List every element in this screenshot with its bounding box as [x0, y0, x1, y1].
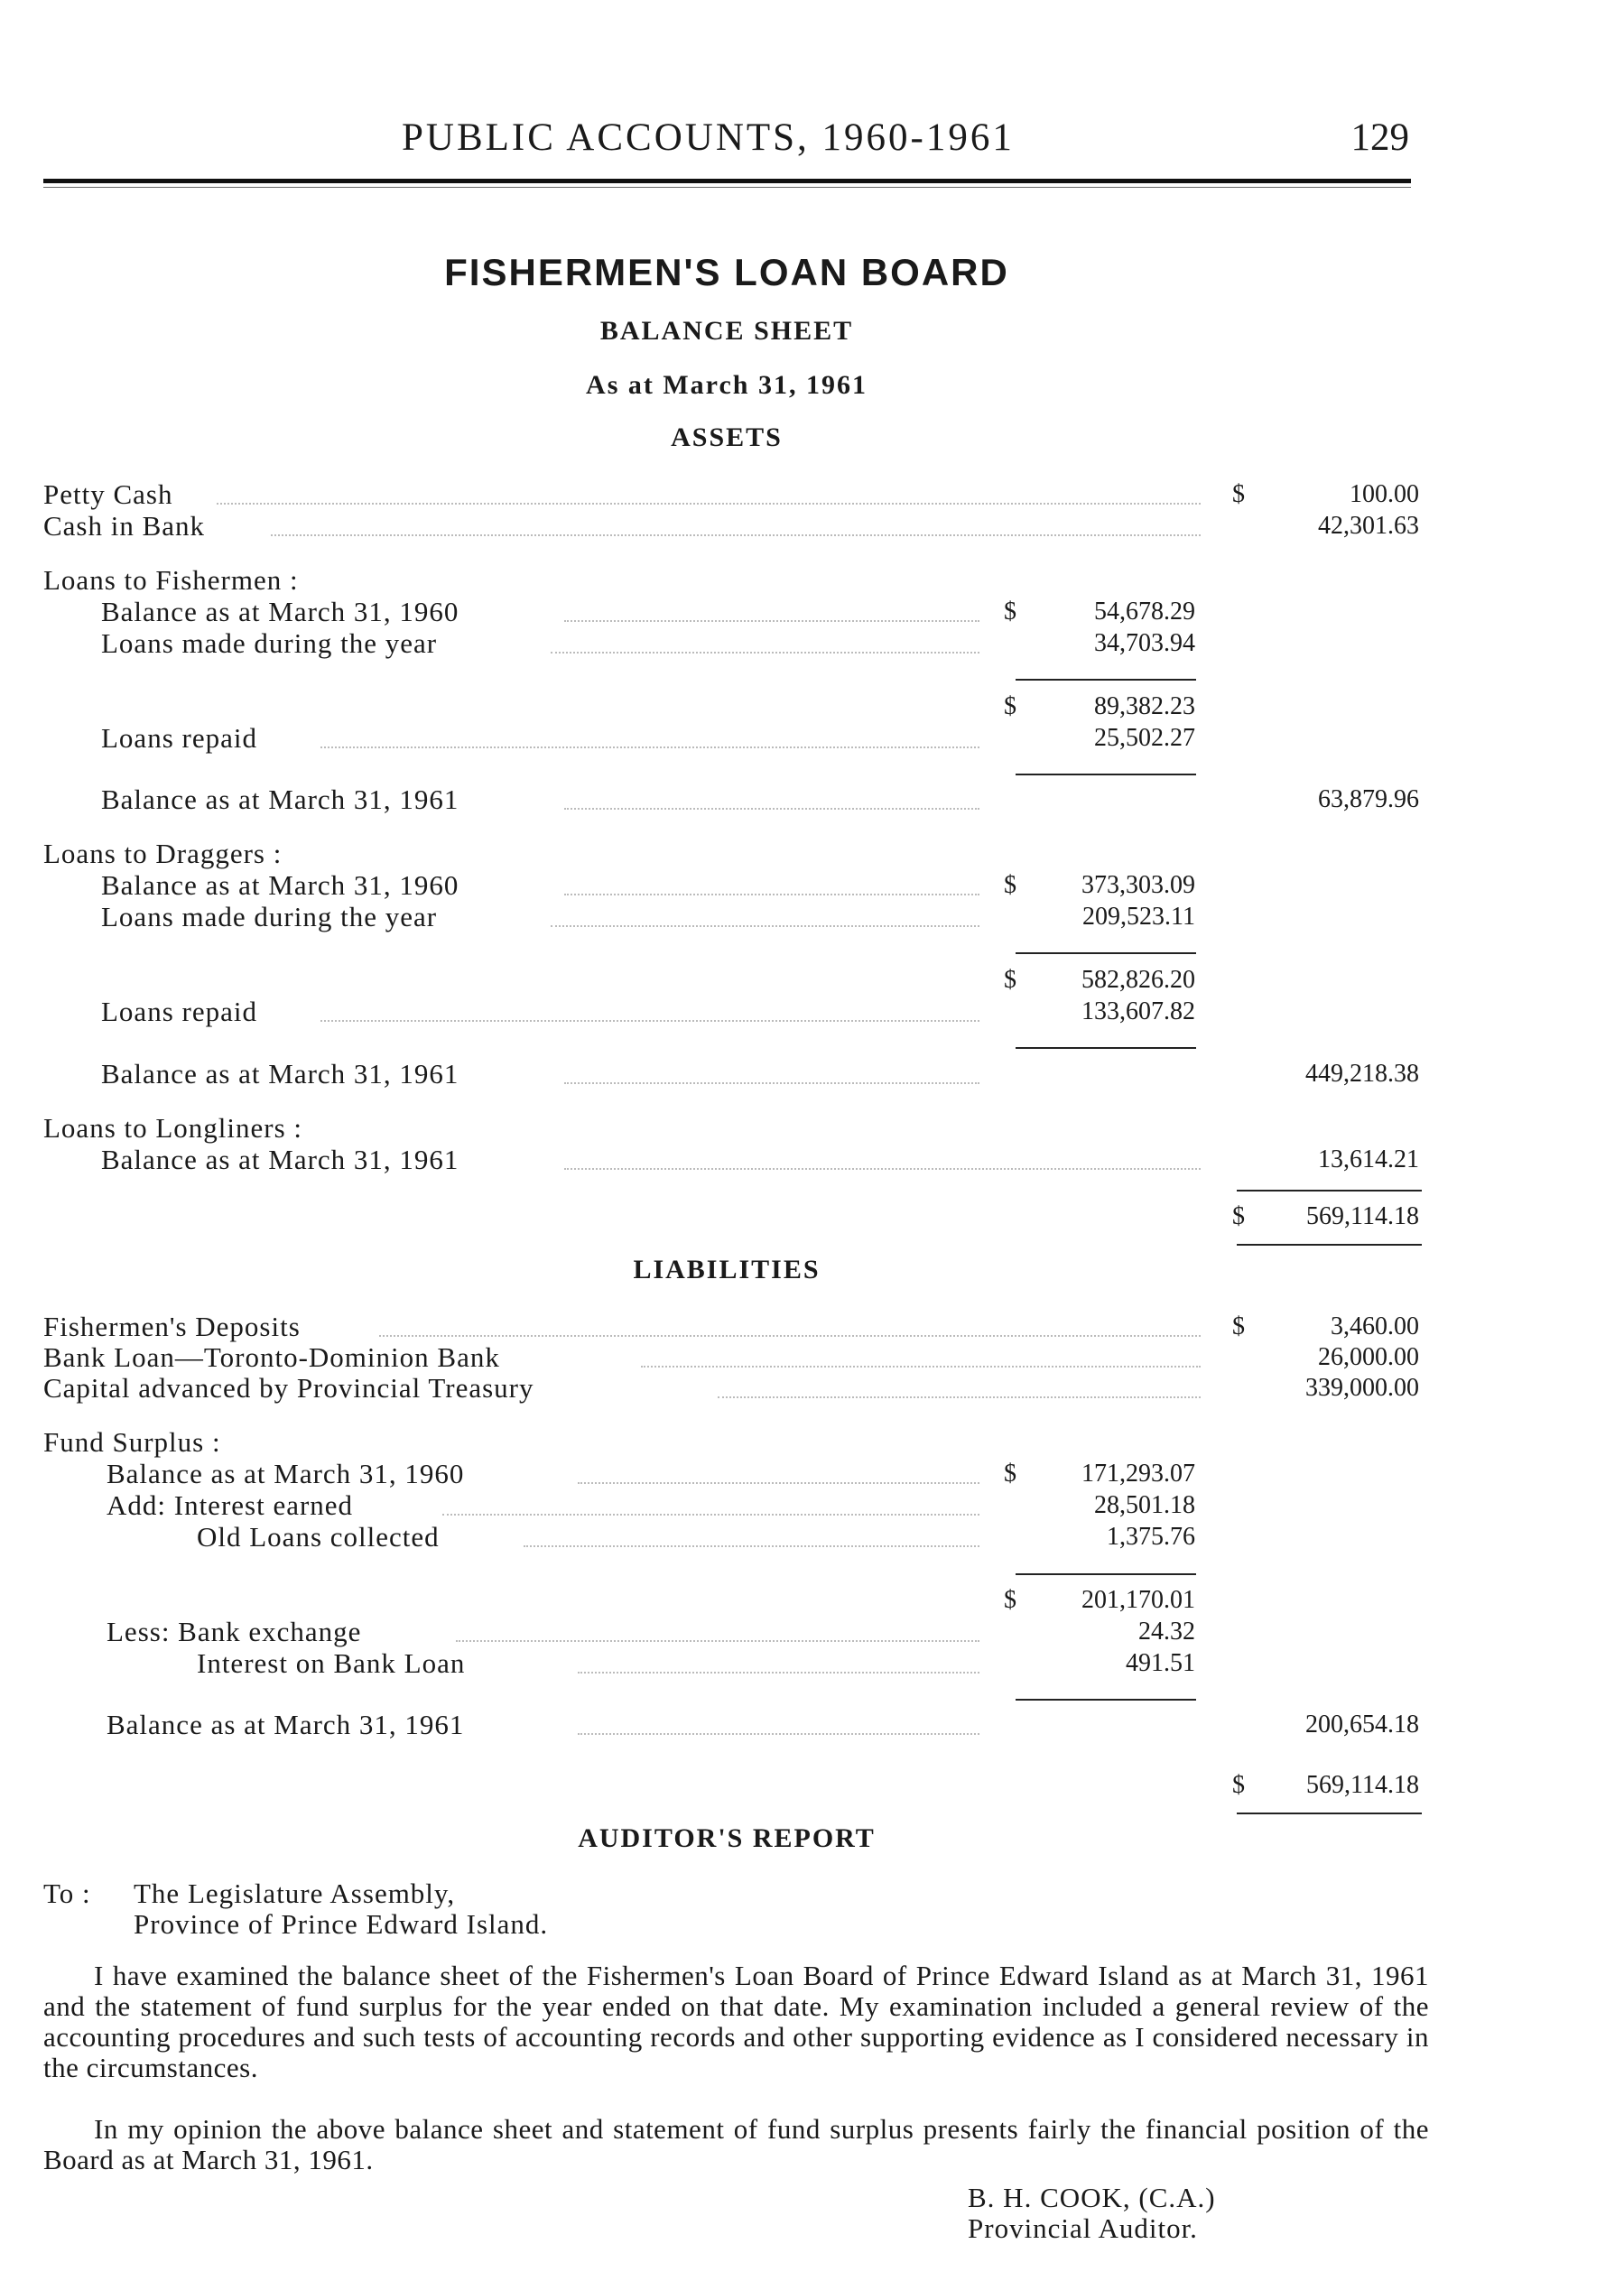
leader-dots — [320, 1020, 979, 1022]
section-label: Fund Surplus : — [43, 1426, 221, 1458]
amount: 13,614.21 — [1318, 1145, 1419, 1173]
row-label: Balance as at March 31, 1961 — [101, 1058, 459, 1090]
fishermen-title-row — [0, 564, 1624, 597]
subtotal-rule — [1016, 1047, 1196, 1049]
fund-exchange-row — [0, 1616, 1624, 1648]
amount: 569,114.18 — [1306, 1771, 1419, 1799]
dollar-sign: $ — [1004, 871, 1016, 899]
amount: 339,000.00 — [1305, 1374, 1419, 1402]
fund-interest-row — [0, 1489, 1624, 1522]
dollar-sign: $ — [1004, 966, 1016, 994]
row-label: Balance as at March 31, 1960 — [101, 596, 459, 627]
draggers-made-row — [0, 901, 1624, 933]
total-rule — [1237, 1190, 1422, 1191]
fund-old-loans-row — [0, 1521, 1624, 1553]
row-label: Bank Loan—Toronto-Dominion Bank — [43, 1341, 500, 1373]
addressee-row-1 — [0, 1878, 1624, 1910]
fishermen-repaid-row — [0, 722, 1624, 755]
dollar-sign: $ — [1232, 1771, 1245, 1799]
subtotal-rule — [1016, 1699, 1196, 1701]
assets-heading: ASSETS — [671, 422, 783, 452]
amount: 133,607.82 — [1081, 997, 1195, 1025]
liabilities-total-row — [0, 1769, 1624, 1802]
publication-title: PUBLIC ACCOUNTS, 1960-1961 — [402, 116, 1015, 159]
amount: 28,501.18 — [1094, 1491, 1195, 1519]
leader-dots — [641, 1366, 1201, 1368]
leader-dots — [524, 1545, 979, 1547]
leader-dots — [271, 534, 1201, 536]
amount: 200,654.18 — [1305, 1711, 1419, 1739]
leader-dots — [718, 1396, 1201, 1398]
sheet-date: As at March 31, 1961 — [586, 370, 868, 400]
header-rule-thin — [43, 187, 1411, 188]
row-label: Loans repaid — [101, 996, 257, 1027]
amount: 373,303.09 — [1081, 871, 1195, 899]
subtotal-rule — [1016, 774, 1196, 775]
draggers-repaid-row — [0, 996, 1624, 1028]
addressee-line-1: The Legislature Assembly, — [134, 1878, 456, 1909]
amount: 89,382.23 — [1094, 692, 1195, 720]
dollar-sign: $ — [1004, 1460, 1016, 1488]
leader-dots — [578, 1672, 979, 1674]
draggers-balance-1960-row — [0, 869, 1624, 902]
row-label: Loans made during the year — [101, 627, 438, 659]
report-heading: AUDITOR'S REPORT — [578, 1823, 876, 1853]
header-rule — [43, 179, 1411, 183]
leader-dots — [564, 808, 979, 810]
deposits-row — [0, 1311, 1624, 1343]
total-double-rule — [1237, 1813, 1422, 1814]
section-label: Loans to Draggers : — [43, 838, 283, 869]
amount: 42,301.63 — [1318, 512, 1419, 540]
amount: 63,879.96 — [1318, 785, 1419, 813]
subtotal-rule — [1016, 952, 1196, 954]
row-label: Balance as at March 31, 1961 — [101, 1144, 459, 1175]
amount: 449,218.38 — [1305, 1060, 1419, 1088]
fishermen-subtotal-row — [0, 691, 1624, 723]
to-label: To : — [43, 1878, 91, 1909]
report-paragraph-1 — [43, 1961, 1429, 2083]
leader-dots — [442, 1514, 979, 1516]
row-label: Balance as at March 31, 1960 — [101, 869, 459, 901]
draggers-subtotal-row — [0, 964, 1624, 997]
row-label: Old Loans collected — [197, 1521, 440, 1553]
assets-total-row — [0, 1201, 1624, 1233]
row-label: Interest on Bank Loan — [197, 1647, 466, 1679]
leader-dots — [320, 746, 979, 748]
board-title: FISHERMEN'S LOAN BOARD — [444, 251, 1009, 293]
amount: 34,703.94 — [1094, 629, 1195, 657]
paragraph-text: I have examined the balance sheet of the Fishermen's Loan Board of Prince Edward Island as at March 31, 1961 and the statement of fund surplus for the year ended on that date. My examination included a general review of the accounting procedures and such tests of accounting records and other supporting evidence as I considered necessary in the circumstances. — [43, 1960, 1429, 2083]
leader-dots — [551, 652, 979, 654]
draggers-balance-1961-row — [0, 1058, 1624, 1090]
amount: 582,826.20 — [1081, 966, 1195, 994]
amount: 171,293.07 — [1081, 1460, 1195, 1488]
amount: 3,460.00 — [1331, 1312, 1419, 1340]
dollar-sign: $ — [1004, 692, 1016, 720]
leader-dots — [551, 925, 979, 927]
subtotal-rule — [1016, 1573, 1196, 1575]
leader-dots — [456, 1640, 979, 1642]
dollar-sign: $ — [1004, 1586, 1016, 1614]
amount: 54,678.29 — [1094, 598, 1195, 626]
running-head — [0, 116, 1624, 170]
leader-dots — [217, 503, 1201, 505]
leader-dots — [379, 1335, 1201, 1337]
total-double-rule — [1237, 1244, 1422, 1246]
leader-dots — [564, 894, 979, 895]
fund-subtotal-row — [0, 1584, 1624, 1617]
amount: 209,523.11 — [1082, 903, 1195, 931]
auditor-title: Provincial Auditor. — [968, 2212, 1198, 2244]
section-label: Loans to Fishermen : — [43, 564, 299, 596]
section-label: Loans to Longliners : — [43, 1112, 303, 1144]
amount: 100.00 — [1350, 480, 1419, 508]
row-label: Loans repaid — [101, 722, 257, 754]
bank-loan-row — [0, 1341, 1624, 1374]
sheet-title: BALANCE SHEET — [599, 316, 854, 346]
fund-balance-1961-row — [0, 1709, 1624, 1741]
amount: 569,114.18 — [1306, 1202, 1419, 1230]
fishermen-made-row — [0, 627, 1624, 660]
row-label: Add: Interest earned — [107, 1489, 354, 1521]
cash-bank-row — [0, 510, 1624, 542]
amount: 1,375.76 — [1107, 1523, 1195, 1551]
auditor-name: B. H. COOK, (C.A.) — [968, 2182, 1216, 2213]
addressee-line-2: Province of Prince Edward Island. — [134, 1908, 549, 1940]
capital-row — [0, 1372, 1624, 1405]
page-number: 129 — [1350, 116, 1409, 159]
fishermen-balance-1961-row — [0, 784, 1624, 816]
row-label: Balance as at March 31, 1961 — [107, 1709, 465, 1740]
row-label: Capital advanced by Provincial Treasury — [43, 1372, 534, 1404]
dollar-sign: $ — [1004, 598, 1016, 626]
row-label: Petty Cash — [43, 478, 173, 510]
row-label: Balance as at March 31, 1960 — [107, 1458, 465, 1489]
dollar-sign: $ — [1232, 1312, 1245, 1340]
fund-interest-loan-row — [0, 1647, 1624, 1680]
petty-cash-row — [0, 478, 1624, 511]
amount: 491.51 — [1126, 1649, 1195, 1677]
amount: 25,502.27 — [1094, 724, 1195, 752]
addressee-row-2 — [0, 1908, 1624, 1941]
row-label: Fishermen's Deposits — [43, 1311, 301, 1342]
amount: 24.32 — [1138, 1618, 1195, 1646]
amount: 201,170.01 — [1081, 1586, 1195, 1614]
dollar-sign: $ — [1232, 480, 1245, 508]
leader-dots — [564, 1082, 979, 1084]
row-label: Less: Bank exchange — [107, 1616, 362, 1647]
fund-balance-1960-row — [0, 1458, 1624, 1490]
draggers-title-row — [0, 838, 1624, 870]
liabilities-heading: LIABILITIES — [633, 1255, 821, 1284]
report-paragraph-2 — [43, 2114, 1429, 2175]
paragraph-text: In my opinion the above balance sheet and statement of fund surplus presents fairly the financial position of the Board as at March 31, 1961. — [43, 2113, 1429, 2175]
subtotal-rule — [1016, 679, 1196, 681]
row-label: Cash in Bank — [43, 510, 206, 542]
amount: 26,000.00 — [1318, 1343, 1419, 1371]
fishermen-balance-1960-row — [0, 596, 1624, 628]
leader-dots — [578, 1733, 979, 1735]
longliners-title-row — [0, 1112, 1624, 1145]
row-label: Loans made during the year — [101, 901, 438, 932]
fund-title-row — [0, 1426, 1624, 1459]
leader-dots — [564, 620, 979, 622]
leader-dots — [578, 1482, 979, 1484]
longliners-balance-1961-row — [0, 1144, 1624, 1176]
row-label: Balance as at March 31, 1961 — [101, 784, 459, 815]
leader-dots — [564, 1168, 1201, 1170]
dollar-sign: $ — [1232, 1202, 1245, 1230]
